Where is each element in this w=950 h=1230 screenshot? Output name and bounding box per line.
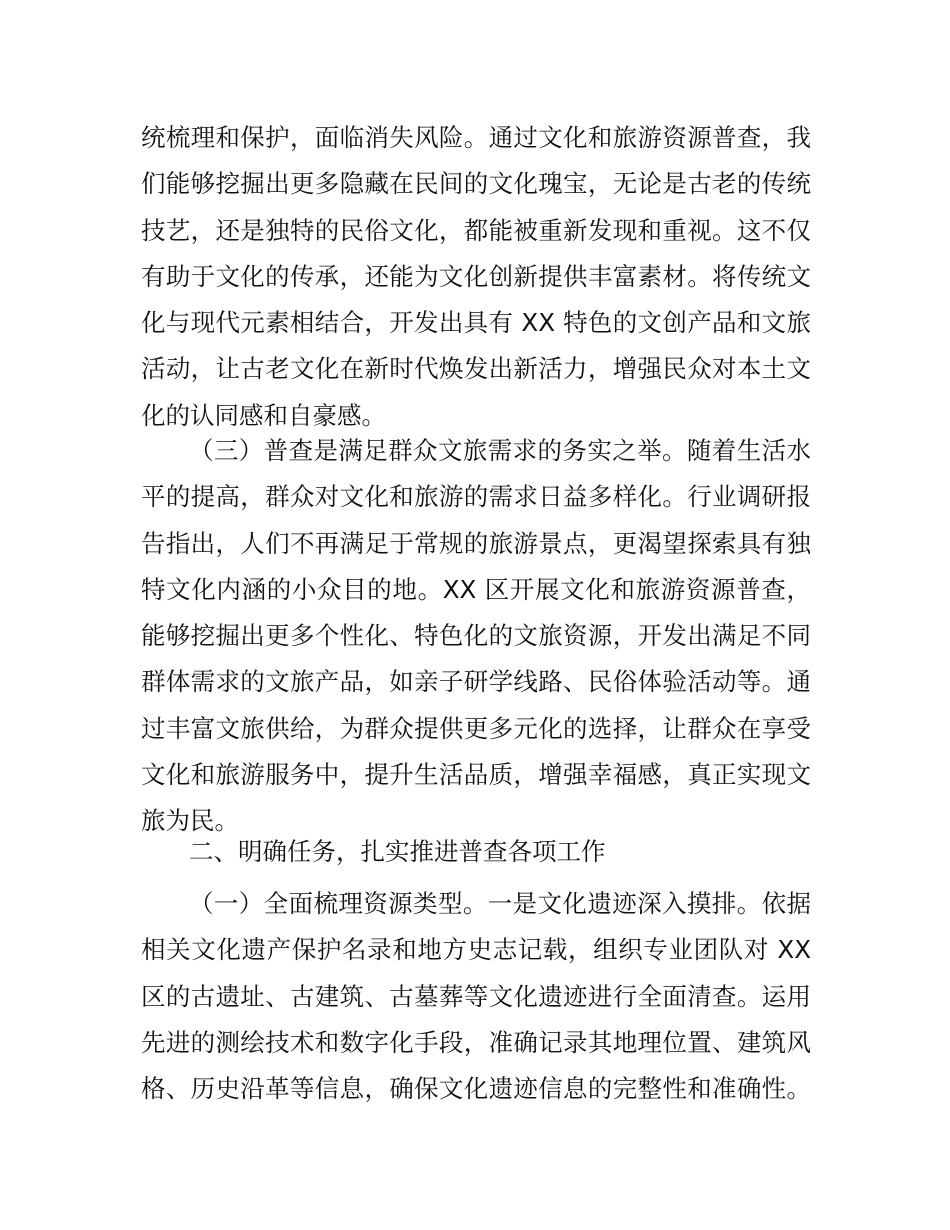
text-line: 技艺，还是独特的民俗文化，都能被重新发现和重视。这不仅 (141, 215, 811, 245)
text-line: 们能够挖掘出更多隐藏在民间的文化瑰宝，无论是古老的传统 (141, 169, 811, 199)
text-line: 活动，让古老文化在新时代焕发出新活力，增强民众对本土文 (141, 354, 811, 384)
text-line: 告指出，人们不再满足于常规的旅游景点，更渴望探索具有独 (141, 528, 811, 558)
section-heading-block (141, 829, 811, 875)
text-line: 过丰富文旅供给，为群众提供更多元化的选择，让群众在享受 (141, 713, 811, 743)
paragraph-cultural-heritage (141, 115, 811, 439)
text-line: 文化和旅游服务中，提升生活品质，增强幸福感，真正实现文 (141, 760, 811, 790)
text-line: 先进的测绘技术和数字化手段，准确记录其地理位置、建筑风 (141, 1027, 811, 1057)
text-line: 特文化内涵的小众目的地。XX 区开展文化和旅游资源普查， (141, 574, 811, 604)
text-line: 区的古遗址、古建筑、古墓葬等文化遗迹进行全面清查。运用 (141, 981, 811, 1011)
text-line: 化的认同感和自豪感。 (141, 400, 386, 430)
text-line: 有助于文化的传承，还能为文化创新提供丰富素材。将传统文 (141, 261, 811, 291)
text-line: 旅为民。 (141, 806, 239, 836)
text-line: 相关文化遗产保护名录和地方史志记载，组织专业团队对 XX (141, 935, 811, 965)
text-line: 平的提高，群众对文化和旅游的需求日益多样化。行业调研报 (141, 482, 811, 512)
paragraph-public-demand (141, 428, 811, 845)
text-line: 能够挖掘出更多个性化、特色化的文旅资源，开发出满足不同 (141, 621, 811, 651)
text-line: （一）全面梳理资源类型。一是文化遗迹深入摸排。依据 (189, 889, 811, 918)
text-line: 群体需求的文旅产品，如亲子研学线路、民俗体验活动等。通 (141, 667, 811, 697)
section-heading: 二、明确任务，扎实推进普查各项工作 (189, 837, 606, 866)
text-line: 统梳理和保护，面临消失风险。通过文化和旅游资源普查，我 (141, 123, 811, 152)
text-line: 化与现代元素相结合，开发出具有 XX 特色的文创产品和文旅 (141, 308, 811, 338)
text-line: （三）普查是满足群众文旅需求的务实之举。随着生活水 (189, 436, 811, 465)
text-line: 格、历史沿革等信息，确保文化遗迹信息的完整性和准确性。 (141, 1074, 811, 1104)
paragraph-resource-types (141, 881, 811, 1112)
